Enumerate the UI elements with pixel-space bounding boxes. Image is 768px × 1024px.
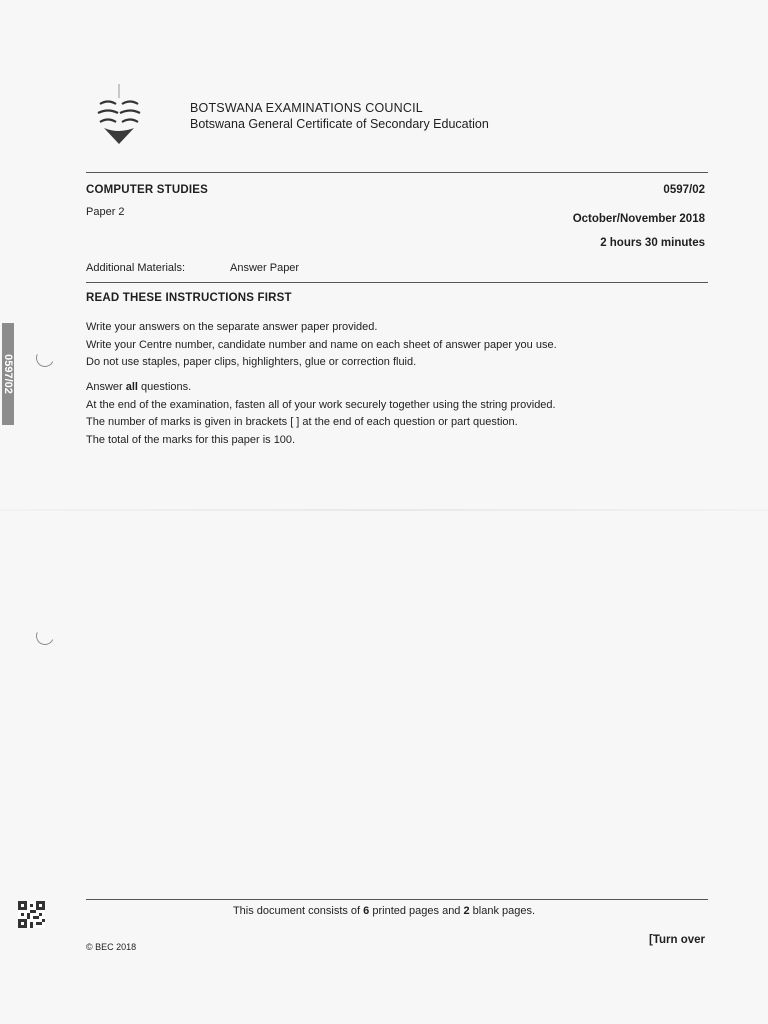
instruction-line: Write your Centre number, candidate number and name on each sheet of answer paper you use. [86, 338, 557, 351]
pages-prefix: This document consists of [232, 905, 364, 917]
certificate-name: Botswana General Certificate of Secondary Education [190, 117, 489, 131]
page-count-note [0, 905, 768, 917]
instructions-heading: READ THESE INSTRUCTIONS FIRST [86, 292, 292, 304]
instruction-line: Write your answers on the separate answer paper provided. [86, 321, 378, 333]
answer-bold: all [125, 381, 138, 393]
punch-hole-icon [33, 346, 56, 369]
answer-prefix: Answer [86, 381, 126, 393]
subject-title: COMPUTER STUDIES [86, 184, 209, 196]
instruction-line: Do not use staples, paper clips, highlighters, glue or correction fluid. [86, 356, 417, 368]
header-divider [86, 172, 708, 173]
instruction-line: The number of marks is given in brackets [ ] at the end of each question or part question. [86, 416, 518, 428]
turn-over-label: [Turn over [648, 934, 705, 946]
materials-label: Additional Materials: [86, 262, 186, 274]
instruction-line: At the end of the examination, fasten all of your work securely together using the string provided. [86, 398, 556, 411]
instructions-block-1 [86, 319, 557, 372]
instructions-divider [86, 282, 708, 283]
paper-fold-line [0, 509, 768, 511]
bec-logo-icon [96, 84, 142, 146]
answer-suffix: questions. [137, 381, 192, 393]
paper-code: 0597/02 [663, 184, 705, 196]
exam-duration: 2 hours 30 minutes [600, 237, 705, 249]
copyright-notice: © BEC 2018 [86, 942, 137, 952]
council-name: BOTSWANA EXAMINATIONS COUNCIL [190, 101, 423, 115]
paper-number: Paper 2 [86, 206, 125, 218]
side-code-strip [2, 323, 14, 425]
blank-count: 2 [463, 905, 470, 917]
footer-divider [86, 899, 708, 900]
pages-suffix: blank pages. [469, 905, 536, 917]
side-code: 0597/02 [2, 354, 14, 394]
pages-middle: printed pages and [369, 905, 464, 917]
materials-value: Answer Paper [230, 262, 300, 274]
instruction-line: The total of the marks for this paper is 100. [86, 433, 296, 446]
answer-all-instruction [86, 379, 556, 397]
exam-session: October/November 2018 [572, 213, 705, 225]
printed-count: 6 [363, 905, 370, 917]
punch-hole-icon [33, 624, 56, 647]
instructions-block-2 [86, 379, 556, 449]
